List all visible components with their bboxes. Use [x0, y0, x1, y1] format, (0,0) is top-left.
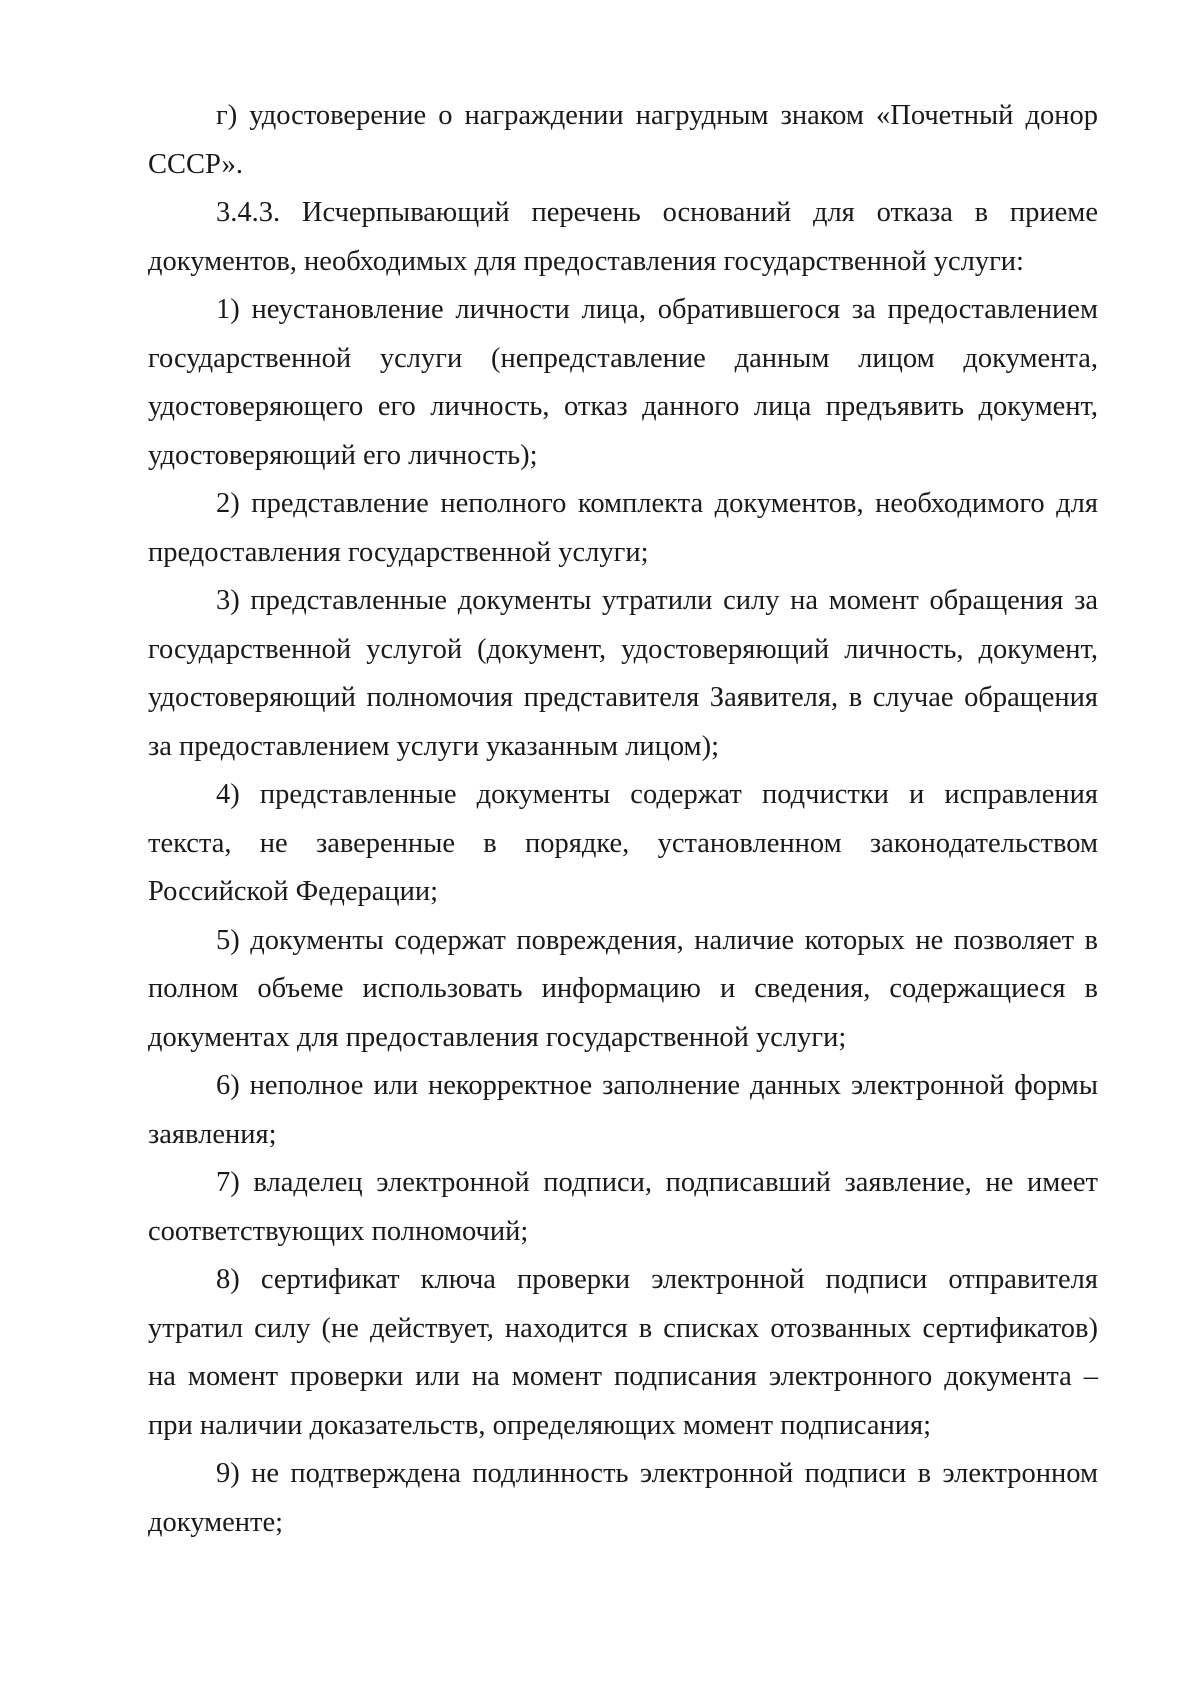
list-item-3: 3) представленные документы утратили силу на момент обращения за государственной услугой (документ, удостоверяющий личность, документ, удостоверяющий полномочия представителя Заявителя, в случае обращения за предоставлением услуги указанным лицом);: [148, 585, 1098, 762]
section-3-4-3-heading: 3.4.3. Исчерпывающий перечень оснований для отказа в приеме документов, необходимых для предоставления государственной услуги:: [148, 197, 1098, 277]
list-item-7: 7) владелец электронной подписи, подписавший заявление, не имеет соответствующих полномочий;: [148, 1167, 1098, 1247]
list-item-9: 9) не подтверждена подлинность электронной подписи в электронном документе;: [148, 1458, 1098, 1538]
list-item-8: 8) сертификат ключа проверки электронной подписи отправителя утратил силу (не действует, находится в списках отозванных сертификатов) на момент проверки или на момент подписания электронного документа – при наличии доказательств, определяющих момент подписания;: [148, 1264, 1098, 1441]
list-item-6: 6) неполное или некорректное заполнение данных электронной формы заявления;: [148, 1070, 1098, 1150]
document-body: [148, 92, 1098, 1547]
paragraph-item-g: г) удостоверение о награждении нагрудным знаком «Почетный донор СССР».: [148, 100, 1098, 180]
list-item-4: 4) представленные документы содержат подчистки и исправления текста, не заверенные в порядке, установленном законодательством Российской Федерации;: [148, 779, 1098, 907]
list-item-2: 2) представление неполного комплекта документов, необходимого для предоставления государственной услуги;: [148, 488, 1098, 568]
list-item-1: 1) неустановление личности лица, обратившегося за предоставлением государственной услуги (непредставление данным лицом документа, удостоверяющего его личность, отказ данного лица предъявить документ, удостоверяющий его личность);: [148, 294, 1098, 471]
list-item-5: 5) документы содержат повреждения, наличие которых не позволяет в полном объеме использовать информацию и сведения, содержащиеся в документах для предоставления государственной услуги;: [148, 924, 1098, 1053]
